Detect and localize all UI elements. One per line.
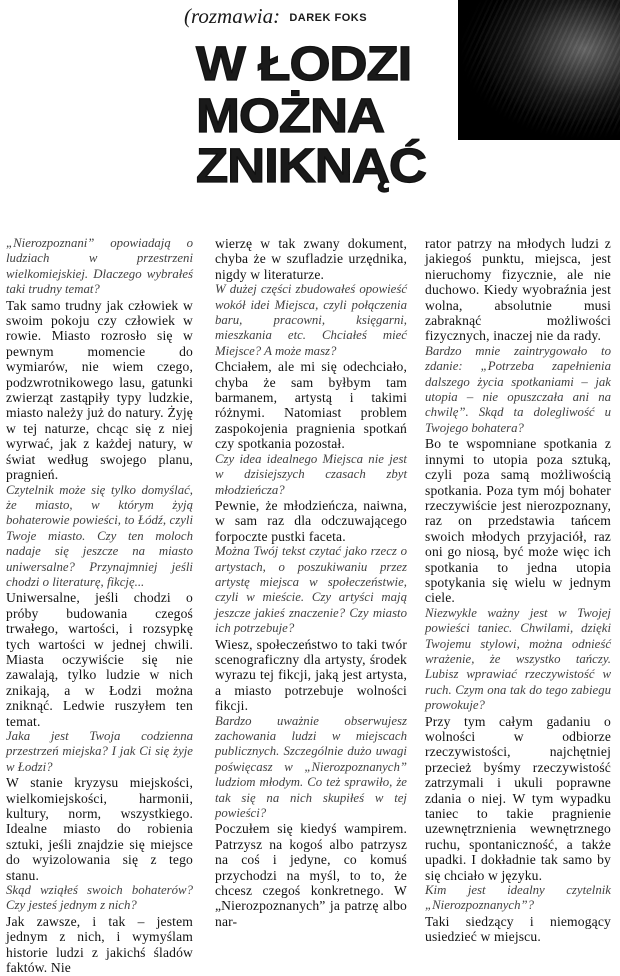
- text-column-2: [215, 236, 407, 929]
- answer-paragraph: Taki siedzący i niemogący usiedzieć w miejscu.: [425, 913, 611, 945]
- answer-paragraph: Jak zawsze, i tak – jestem jednym z nich, i wymyślam historie ludzi z jakichś śladów faktów. Nie: [6, 913, 193, 976]
- question-paragraph: Bardzo mnie zaintrygowało to zdanie: „Potrzeba zapełnienia dalszego życia spotkaniami – jak utopia – nie opuszczała ani na chwilę”. Skąd ta dolegliwość u Twojego bohatera?: [425, 343, 611, 435]
- article-title-line-1: W ŁODZI: [196, 38, 412, 91]
- answer-paragraph: Przy tym całym gadaniu o wolności w odbiorze rzeczywistości, najchętniej przecież byśmy rzeczywistość zatrzymali i ukuli poprawne zdania o niej. W tym wypadku taniec to takie pragnienie uzewnętrznienia wewnętrznego ruchu, spontaniczność, a także upadki. I dokładnie tak samo by się chciało w języku.: [425, 713, 611, 883]
- question-paragraph: „Nierozpoznani” opowiadają o ludziach w przestrzeni wielkomiejskiej. Dlaczego wybrałeś taki trudny temat?: [6, 236, 193, 297]
- answer-paragraph: Poczułem się kiedyś wampirem. Patrzysz na kogoś albo patrzysz na coś i jedyne, co komuś przychodzi na myśl, to to, że chcesz czegoś konkretnego. W „Nierozpoznanych” ja patrzę albo nar-: [215, 821, 407, 929]
- question-paragraph: Czy idea idealnego Miejsca nie jest w dzisiejszych czasach zbyt młodzieńcza?: [215, 451, 407, 497]
- article-header: [0, 0, 620, 232]
- answer-paragraph: W stanie kryzysu miejskości, wielkomiejskości, harmonii, kultury, norm, wszystkiego. Idealne miasto do robienia sztuki, jeśli znajdzie się miejsce do wyizolowania się z tego stanu.: [6, 775, 193, 883]
- answer-paragraph: Wiesz, społeczeństwo to taki twór scenograficzny dla artysty, środek wyrazu tej fikcji, jaką jest artysta, a miasto potrzebuje wolności fikcji.: [215, 636, 407, 714]
- answer-paragraph: Pewnie, że młodzieńcza, naiwna, w sam raz dla odczuwającego forpoczte pustki faceta.: [215, 497, 407, 544]
- article-title-line-2: MOŻNA: [196, 90, 385, 143]
- intro-label: (rozmawia:: [184, 4, 281, 28]
- question-paragraph: Jaka jest Twoja codzienna przestrzeń miejska? I jak Ci się żyje w Łodzi?: [6, 729, 193, 774]
- text-column-3: [425, 236, 611, 945]
- question-paragraph: Czytelnik może się tylko domyślać, że miasto, w którym żyją bohaterowie powieści, to Łódź, czyli Twoje miasto. Czy ten moloch nadaje się jeszcze na miasto uniwersalne? Przynajmniej jeśli chodzi o literaturę, fikcję...: [6, 482, 193, 589]
- article-title-line-3: ZNIKNĄĆ: [196, 140, 426, 193]
- intro-line: [184, 4, 464, 32]
- answer-paragraph: Bo te wspomniane spotkania z innymi to utopia poza sztuką, czyli poza samą możliwością spotkania. Poza tym mój bohater rzeczywiście jest nierozpoznany, raz on przedstawia tańcem swoich młodych przyjaciół, raz oni go niosą, być może więc ich spotkania to jedna utopia spotykania się wielu w jednym ciele.: [425, 436, 611, 606]
- text-column-1: [6, 236, 193, 976]
- question-paragraph: Skąd wziąłeś swoich bohaterów? Czy jesteś jednym z nich?: [6, 883, 193, 913]
- answer-paragraph: rator patrzy na młodych ludzi z jakiegoś punktu, miejsca, jest nieruchomy fizycznie, ale nie duchowo. Kiedy wyobraźnia jest wolna, absolutnie musi zabraknąć możliwości fizycznych, inaczej nie da rady.: [425, 236, 611, 344]
- question-paragraph: Kim jest idealny czytelnik „Nierozpoznanych”?: [425, 883, 611, 913]
- question-paragraph: Bardzo uważnie obserwujesz zachowania ludzi w miejscach publicznych. Szczególnie dużo uwagi poświęcasz w „Nierozpoznanych” ludziom młodym. Co też sprawiło, że tak się na nich skupiłeś w tej powieści?: [215, 713, 407, 821]
- question-paragraph: W dużej części zbudowałeś opowieść wokół idei Miejsca, czyli połączenia baru, pracowni, księgarni, mieszkania etc. Chciałeś mieć Miejsce? A może masz?: [215, 282, 407, 358]
- answer-paragraph: Chciałem, ale mi się odechciało, chyba że sam byłbym tam barmanem, artystą i takimi różnymi. Natomiast problem zaspokojenia pragnienia spotkań czy spotkania pozostał.: [215, 359, 407, 452]
- author-name: DAREK FOKS: [289, 12, 368, 24]
- question-paragraph: Można Twój tekst czytać jako rzecz o artystach, o poszukiwaniu przez artystę miejsca w społeczeństwie, czyli w mieście. Czy artyści mają jeszcze jakieś znaczenie? Czy miasto ich potrzebuje?: [215, 544, 407, 636]
- question-paragraph: Niezwykle ważny jest w Twojej powieści taniec. Chwilami, dzięki Twojemu stylowi, można odnieść wrażenie, że wszystko tańczy. Lubisz wprawiać rzeczywistość w ruch. Czym ona tak do tego zabiegu prowokuje?: [425, 605, 611, 713]
- answer-paragraph: wierzę w tak zwany dokument, chyba że w szufladzie urzędnika, nigdy w literaturze.: [215, 236, 407, 282]
- answer-paragraph: Uniwersalne, jeśli chodzi o próby budowania czegoś trwałego, wartości, i rozsypkę tych wartości w jednej chwili. Miasta oczywiście się nie zawalają, tylko ludzie w nich znikają, a w Łodzi można zniknąć. Ledwie ruszyłem ten temat.: [6, 590, 193, 729]
- answer-paragraph: Tak samo trudny jak człowiek w swoim pokoju czy człowiek w rowie. Miasto rozrosło się w pewnym momencie do wymiarów, nie wiem czego, podzwrotnikowego lasu, gatunki zwierząt zastąpiły typy ludzkie, miasto należy już do natury. Żyję w tej naturze, chcąc się z niej wyrwać, jak z każdej natury, w świat według swojego planu, pragnień.: [6, 297, 193, 483]
